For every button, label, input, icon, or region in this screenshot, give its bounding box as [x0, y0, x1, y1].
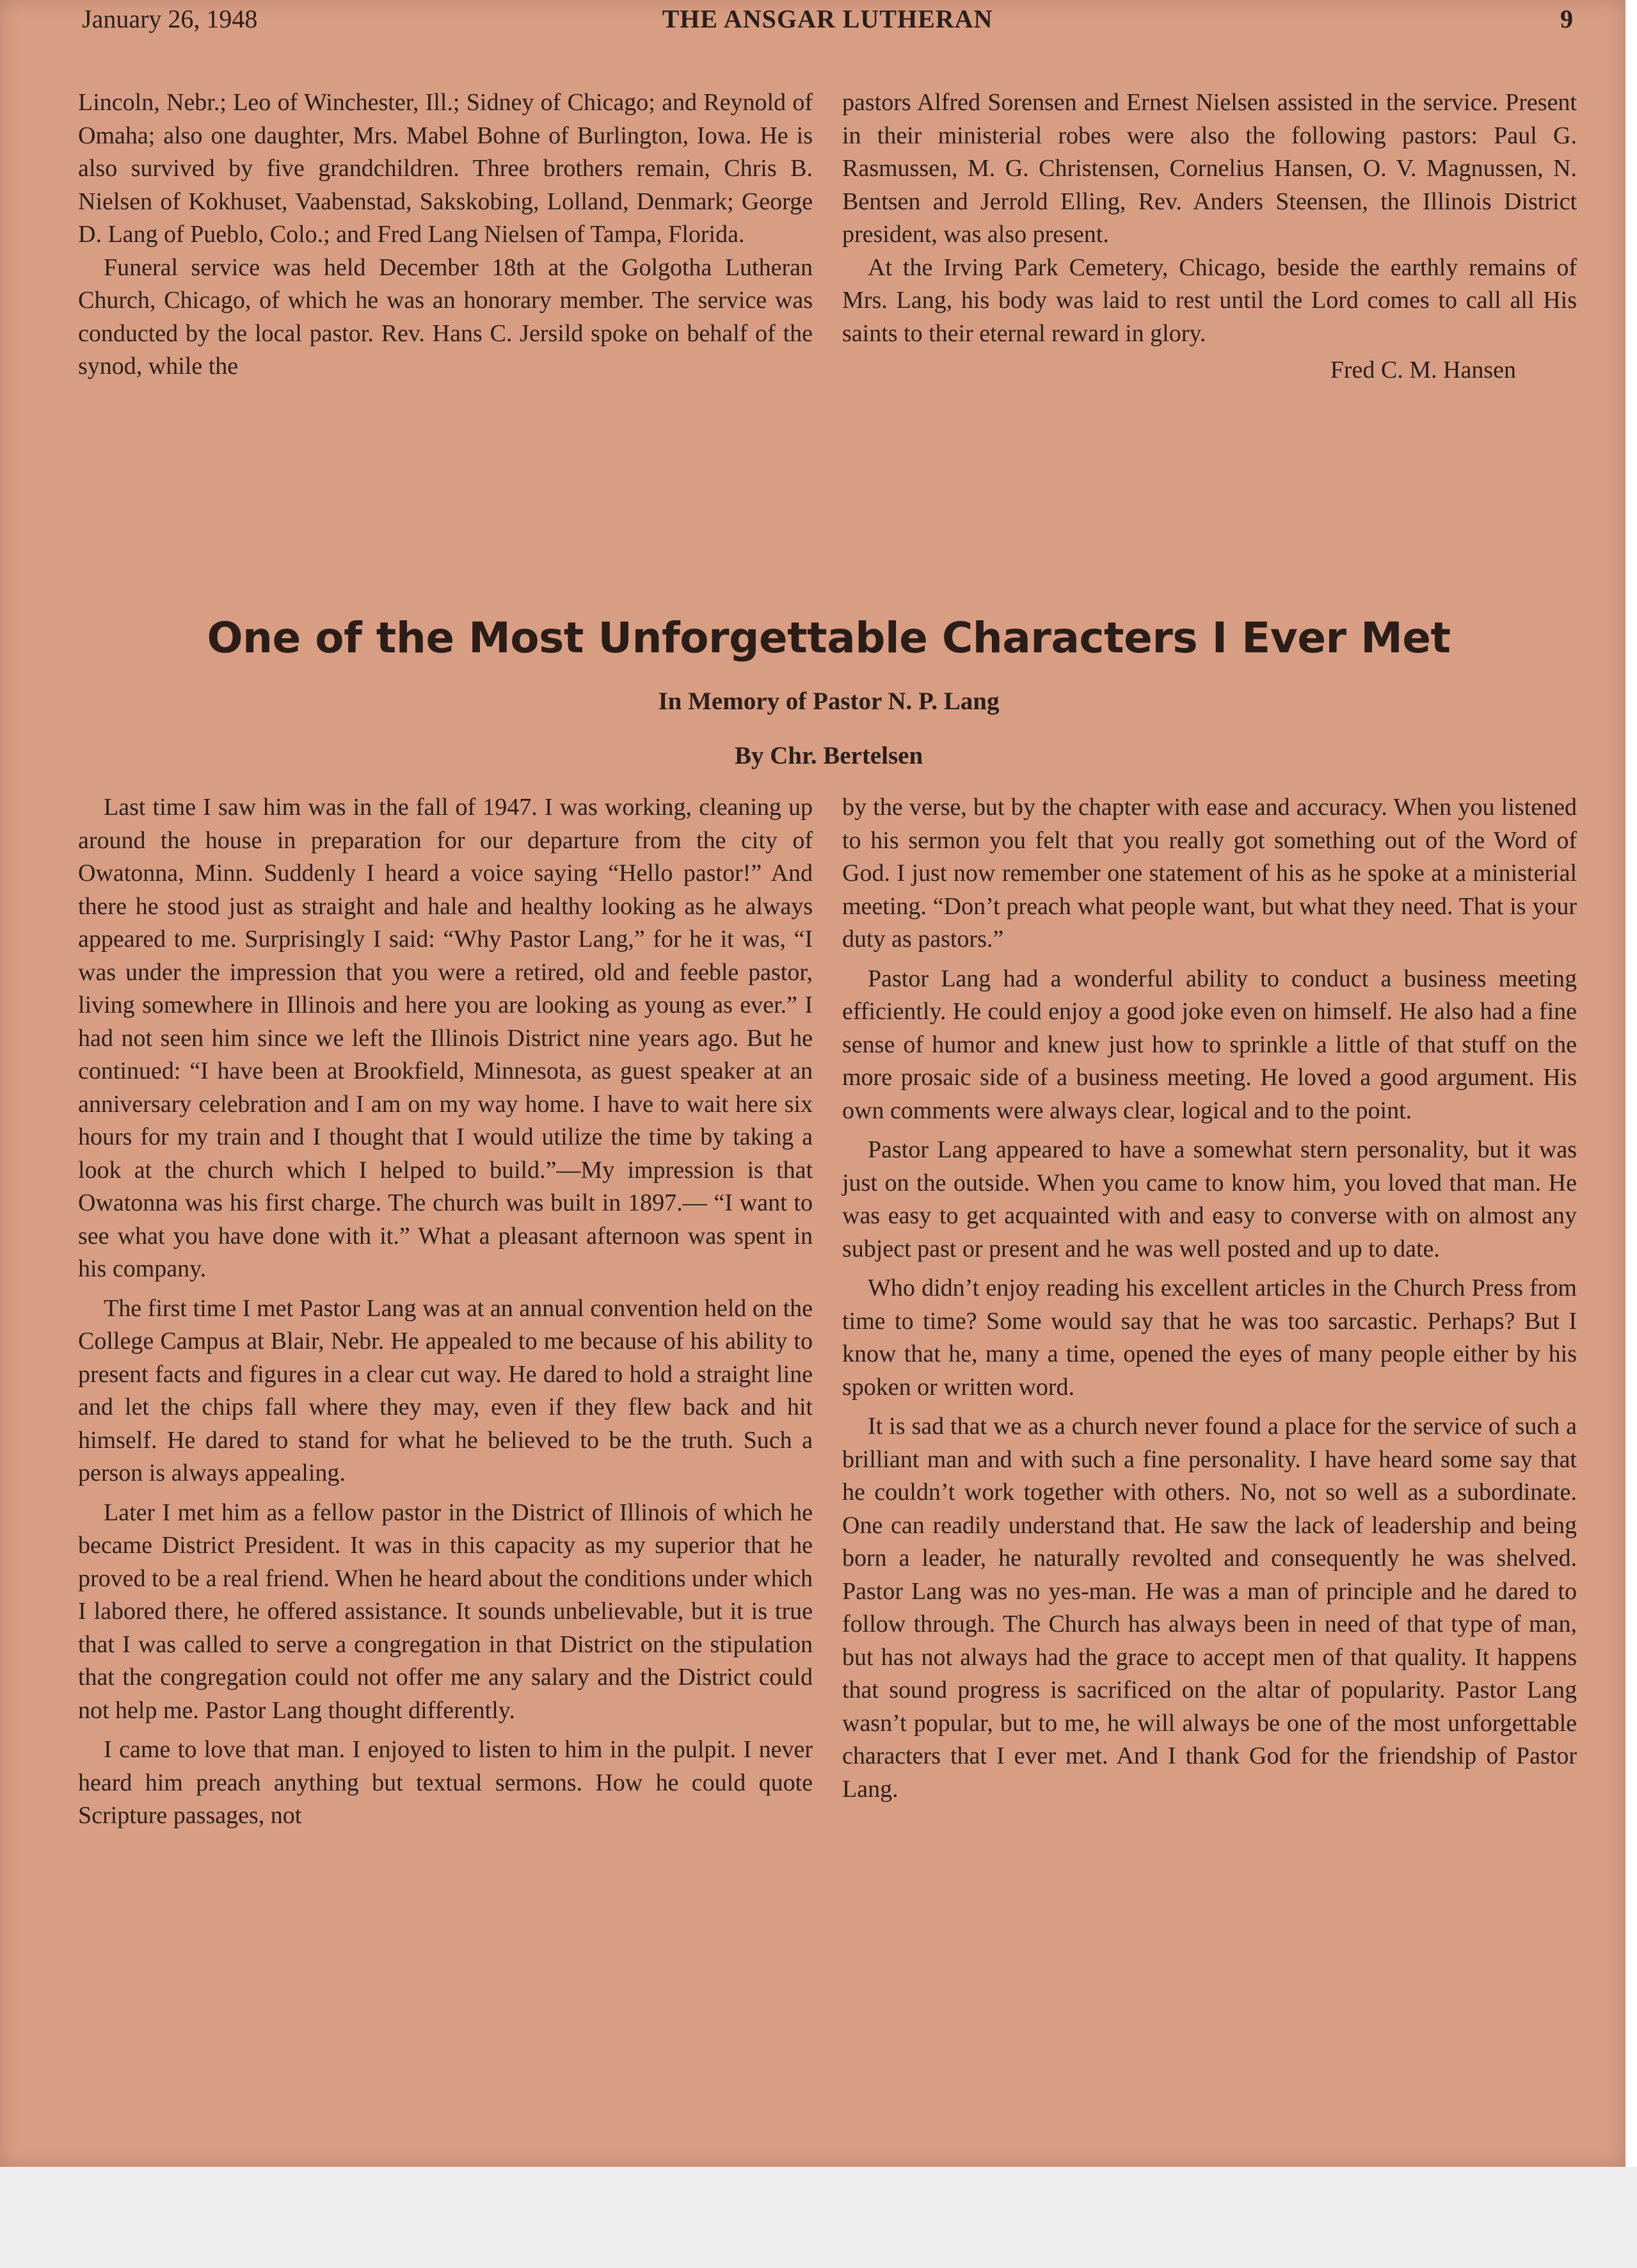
article-paragraph: by the verse, but by the chapter with ease and accuracy. When you listened to his sermon you felt that you really got something out of the Word of God. I just now remember one statement of his as he spoke at a ministerial meeting. “Don’t preach what people want, but what they need. That is your duty as pastors.”: [842, 794, 1577, 953]
article-paragraph: It is sad that we as a church never found a place for the service of such a brilliant man and with such a fine personality. I have heard some say that he couldn’t work together with others. No, not so well as a subordinate. One can readily understand that. He saw the lack of leadership and being born a leader, he naturally revolted and consequently he was shelved. Pastor Lang was no yes-man. He was a man of principle and he dared to follow through. The Church has always been in need of that type of man, but has not always had the grace to accept men of that quality. It happens that sound progress is sacrificed on the altar of popularity. Pastor Lang wasn’t popular, but to me, he will always be one of the most unforgettable characters that I ever met. And I thank God for the friendship of Pastor Lang.: [842, 1413, 1577, 1803]
article-byline: By Chr. Bertelsen: [734, 742, 923, 769]
scanner-background: [0, 2167, 1637, 2268]
article-paragraph: The first time I met Pastor Lang was at an annual convention held on the College Campus at Blair, Nebr. He appealed to me because of his ability to present facts and figures in a clear cut way. He dared to hold a straight line and let the chips fall where they may, even if they flew back and hit himself. He dared to stand for what he believed to be the truth. Such a person is always appealing.: [78, 1294, 813, 1486]
article-paragraph: Who didn’t enjoy reading his excellent articles in the Church Press from time to time? Some would say that he was too sarcastic. Perhaps? But I know that he, many a time, opened the eyes of many people either by his spoken or written word.: [842, 1275, 1577, 1401]
article-title: One of the Most Unforgettable Characters I Ever Met: [207, 613, 1451, 663]
page-number: 9: [1560, 4, 1573, 33]
obituary-paragraph: Funeral service was held December 18th at the Golgotha Lutheran Church, Chicago, of which he was an honorary member. The service was conducted by the local pastor. Rev. Hans C. Jersild spoke on behalf of the synod, while the: [78, 253, 813, 380]
article-right-column: [842, 791, 1577, 1806]
obituary-paragraph: At the Irving Park Cemetery, Chicago, beside the earthly remains of Mrs. Lang, his body was laid to rest until the Lord comes to call all His saints to their eternal reward in glory.: [842, 253, 1577, 347]
obituary-right-column: [842, 86, 1577, 387]
article-paragraph: Last time I saw him was in the fall of 1947. I was working, cleaning up around the house in preparation for our departure from the city of Owatonna, Minn. Suddenly I heard a voice saying “Hello pastor!” And there he stood just as straight and hale and healthy looking as he always appeared to me. Surprisingly I said: “Why Pastor Lang,” for he it was, “I was under the impression that you were a retired, old and feeble pastor, living somewhere in Illinois and here you are looking as young as ever.” I had not seen him since we left the Illinois District nine years ago. But he continued: “I have been at Brookfield, Minnesota, as guest speaker at an anniversary celebration and I am on my way home. I have to wait here six hours for my train and I thought that I would utilize the time by taking a look at the church which I helped to build.”—My impression is that Owatonna was his first charge. The church was built in 1897.— “I want to see what you have done with it.” What a pleasant afternoon was spent in his company.: [78, 794, 813, 1282]
obituary-paragraph: Lincoln, Nebr.; Leo of Winchester, Ill.; Sidney of Chicago; and Reynold of Omaha; also one daughter, Mrs. Mabel Bohne of Burlington, Iowa. He is also survived by five grandchildren. Three brothers remain, Chris B. Nielsen of Kokhuset, Vaabenstad, Sakskobing, Lolland, Denmark; George D. Lang of Pueblo, Colo.; and Fred Lang Nielsen of Tampa, Florida.: [78, 89, 813, 248]
obituary-left-column: [78, 86, 813, 383]
publication-title: THE ANSGAR LUTHERAN: [662, 4, 993, 33]
article-paragraph: Pastor Lang appeared to have a somewhat stern personality, but it was just on the outside. When you came to know him, you loved that man. He was easy to get acquainted with and easy to converse with on almost any subject past or present and he was well posted and up to date.: [842, 1136, 1577, 1262]
article-paragraph: Pastor Lang had a wonderful ability to conduct a business meeting efficiently. He could enjoy a good joke even on himself. He also had a fine sense of humor and knew just how to sprinkle a little of that stuff on the more prosaic side of a business meeting. He loved a good argument. His own comments were always clear, logical and to the point.: [842, 965, 1577, 1124]
obituary-paragraph: pastors Alfred Sorensen and Ernest Nielsen assisted in the service. Present in their ministerial robes were also the following pastors: Paul G. Rasmussen, M. G. Christensen, Cornelius Hansen, O. V. Magnussen, N. Bentsen and Jerrold Elling, Rev. Anders Steensen, the Illinois District president, was also present.: [842, 89, 1577, 248]
running-head: [82, 4, 1573, 36]
article-paragraph: Later I met him as a fellow pastor in the District of Illinois of which he became District President. It was in this capacity as my superior that he proved to be a real friend. When he heard about the conditions under which I labored there, he offered assistance. It sounds unbelievable, but it is true that I was called to serve a congregation in that District on the stipulation that the congregation could not offer me any salary and the District could not help me. Pastor Lang thought differently.: [78, 1499, 813, 1724]
article-paragraph: I came to love that man. I enjoyed to listen to him in the pulpit. I never heard him preach anything but textual sermons. How he could quote Scripture passages, not: [78, 1736, 813, 1829]
article-subtitle: In Memory of Pastor N. P. Lang: [658, 688, 1000, 715]
obituary-signature: Fred C. M. Hansen: [1330, 357, 1516, 383]
issue-date: January 26, 1948: [82, 4, 258, 33]
article-left-column: [78, 791, 813, 1833]
